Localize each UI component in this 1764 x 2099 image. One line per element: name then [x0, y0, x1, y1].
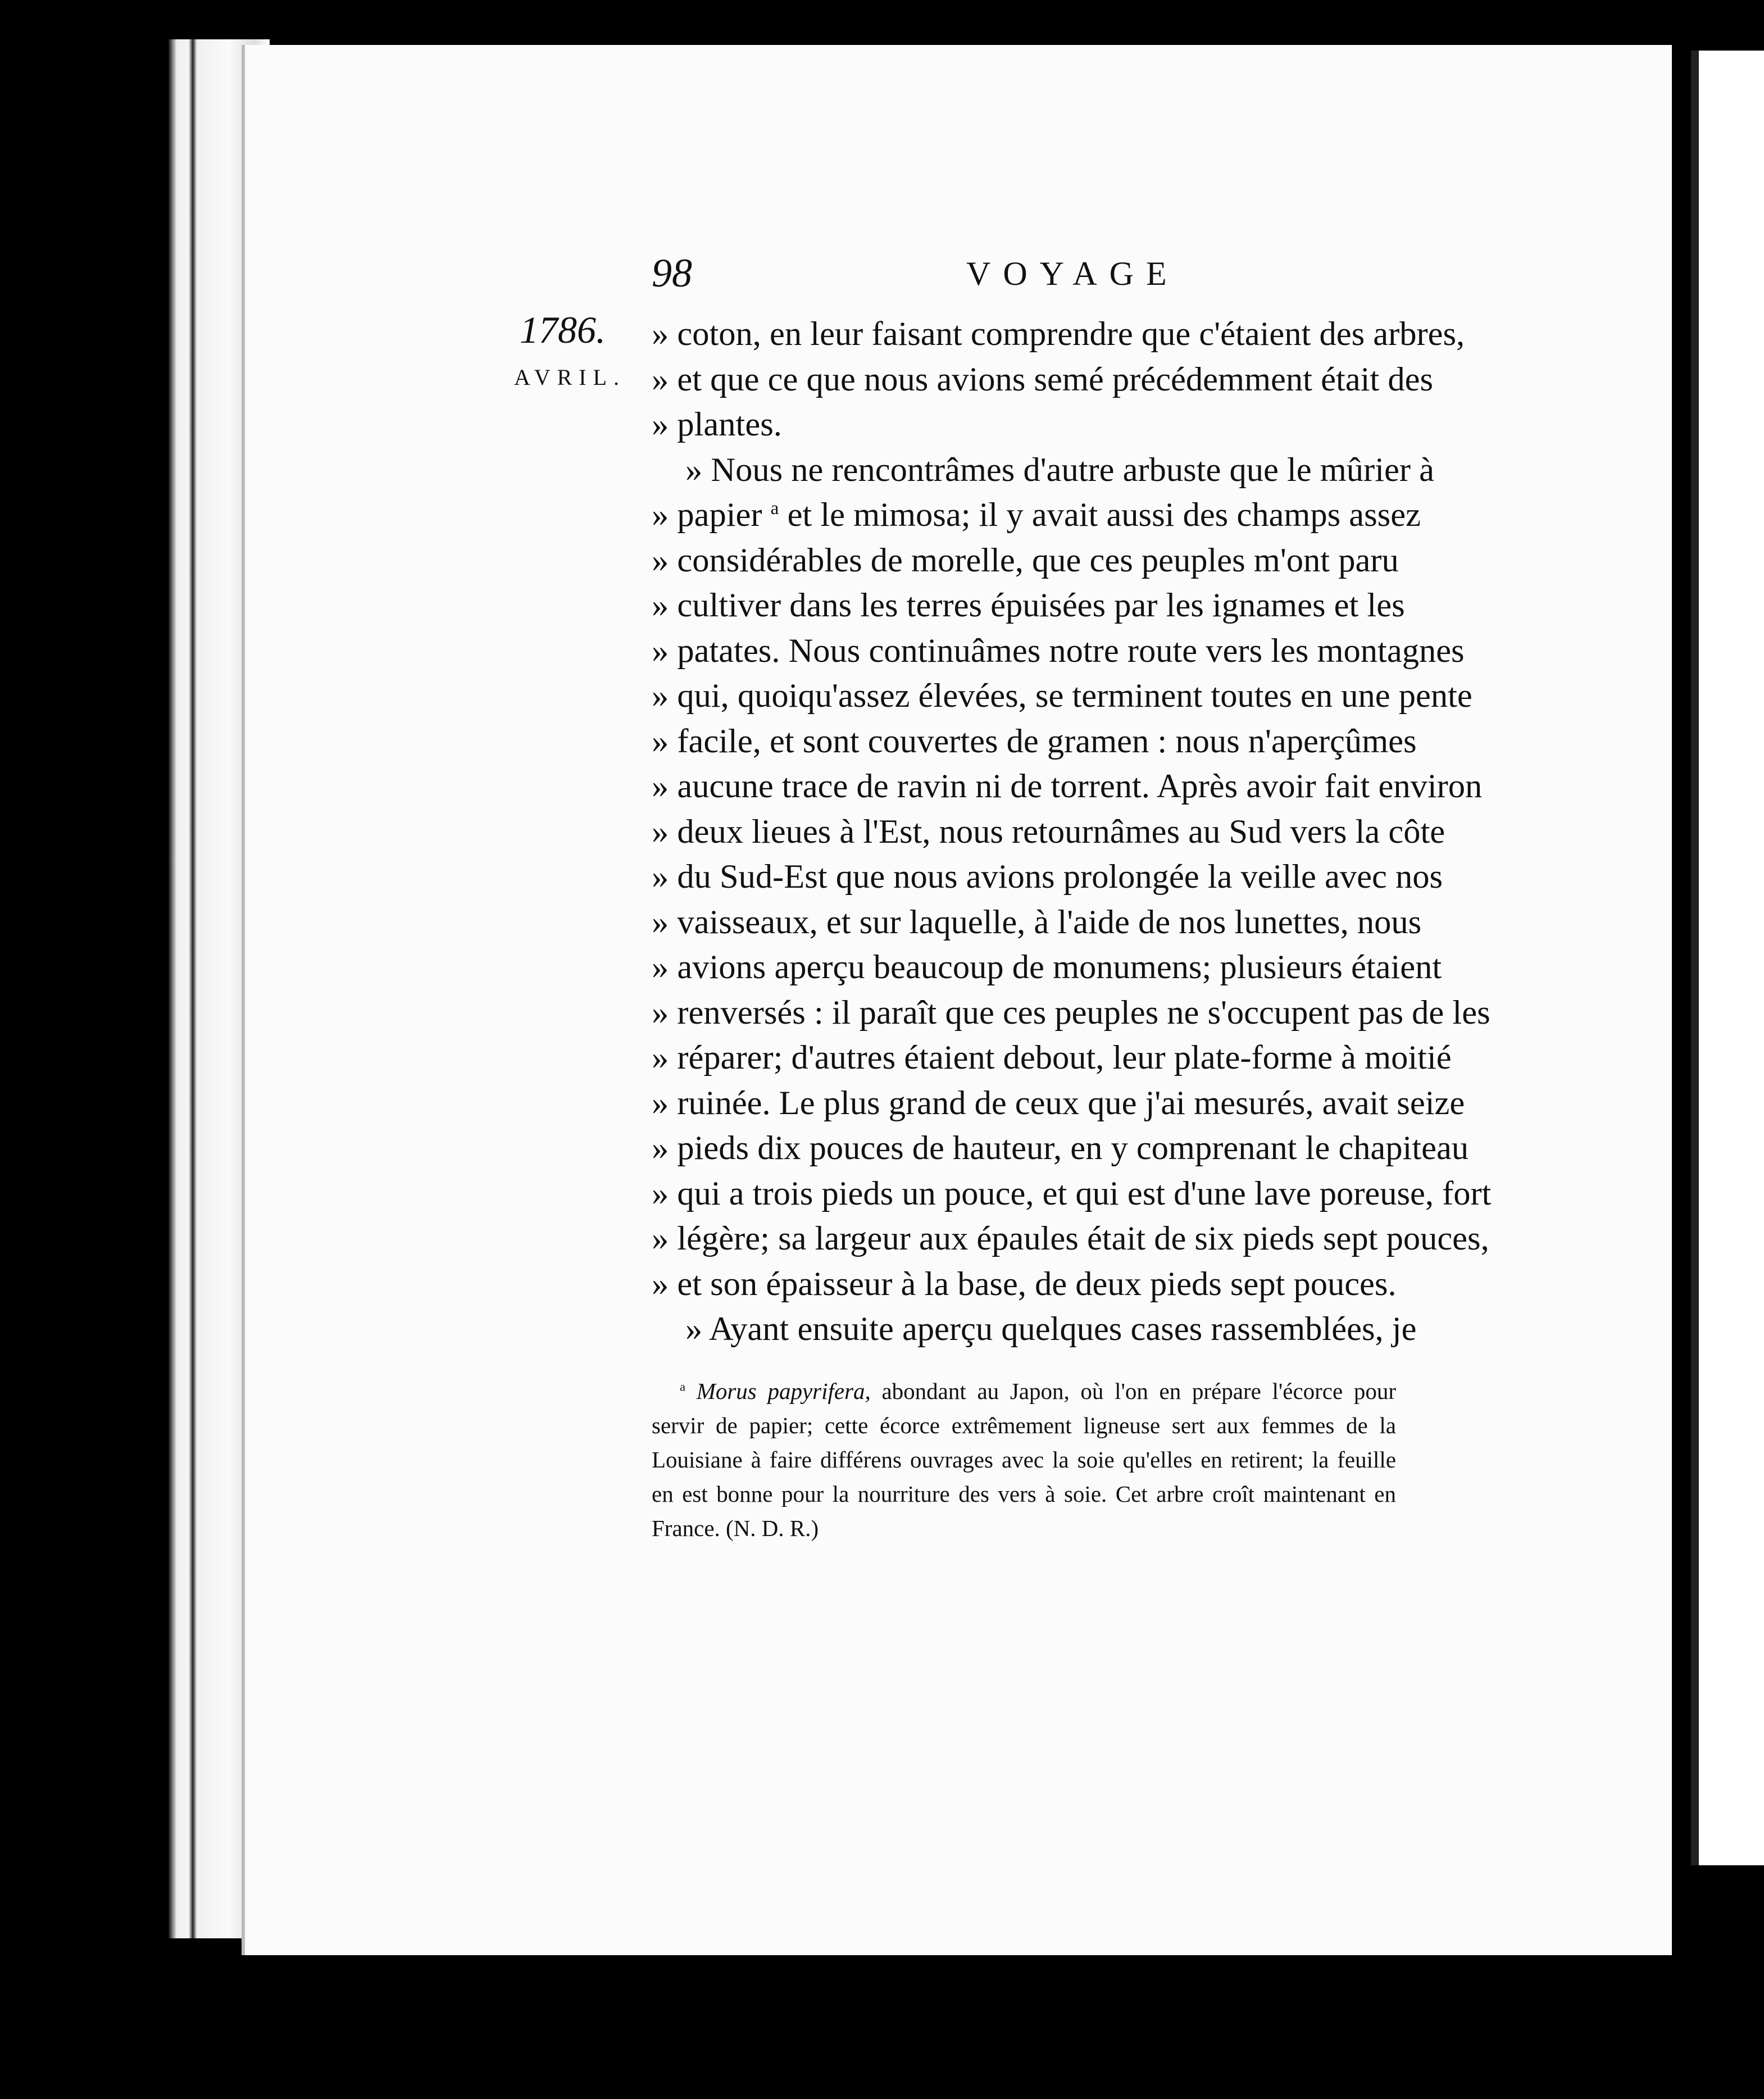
footnote-line: en est bonne pour la nourriture des vers à soie. Cet arbre croît maintenant en	[652, 1481, 1396, 1507]
footnote-text: abondant au Japon, où l'on en prépare l'écorce pour	[881, 1378, 1397, 1404]
footnote-line: servir de papier; cette écorce extrêmement ligneuse sert aux femmes de la	[652, 1412, 1396, 1438]
facing-page-edge	[1691, 51, 1764, 1865]
text-line	[652, 493, 1421, 538]
text-line: » considérables de morelle, que ces peuples m'ont paru	[652, 541, 1399, 579]
running-title: VOYAGE	[966, 255, 1179, 292]
text-line: » Nous ne rencontrâmes d'autre arbuste que le mûrier à	[685, 451, 1434, 489]
text-fragment: et le mimosa; il y avait aussi des champs assez	[787, 496, 1421, 534]
footnote-marker: a	[770, 497, 779, 519]
text-line: » plantes.	[652, 406, 782, 443]
text-line: » et son épaisseur à la base, de deux pieds sept pouces.	[652, 1265, 1397, 1303]
text-line: » qui, quoiqu'assez élevées, se terminent toutes en une pente	[652, 677, 1472, 715]
footnote-line: Louisiane à faire différens ouvrages avec la soie qu'elles en retirent; la feuille	[652, 1447, 1396, 1473]
footnote-line	[652, 1374, 1396, 1409]
page-number: 98	[652, 251, 692, 296]
footnote-marker: a	[680, 1379, 686, 1394]
text-line: » vaisseaux, et sur laquelle, à l'aide de nos lunettes, nous	[652, 903, 1422, 941]
text-line: » avions aperçu beaucoup de monumens; plusieurs étaient	[652, 948, 1442, 986]
footnote-line: France. (N. D. R.)	[652, 1515, 819, 1541]
text-line: » renversés : il paraît que ces peuples ne s'occupent pas de les	[652, 993, 1490, 1032]
text-line: » aucune trace de ravin ni de torrent. Après avoir fait environ	[652, 767, 1483, 805]
text-line: » qui a trois pieds un pouce, et qui est d'une lave poreuse, fort	[652, 1174, 1492, 1212]
text-line: » du Sud-Est que nous avions prolongée la veille avec nos	[652, 858, 1443, 896]
text-line: » pieds dix pouces de hauteur, en y comprenant le chapiteau	[652, 1129, 1469, 1167]
footnote-term: Morus papyrifera,	[696, 1378, 871, 1404]
text-fragment: » papier	[652, 496, 762, 534]
text-line: » deux lieues à l'Est, nous retournâmes au Sud vers la côte	[652, 812, 1445, 851]
text-line: » Ayant ensuite aperçu quelques cases rassemblées, je	[685, 1310, 1417, 1348]
text-line: » légère; sa largeur aux épaules était de six pieds sept pouces,	[652, 1220, 1489, 1257]
text-line: » coton, en leur faisant comprendre que c'étaient des arbres,	[652, 315, 1465, 353]
margin-month: AVRIL.	[514, 365, 626, 390]
text-line: » cultiver dans les terres épuisées par les ignames et les	[652, 587, 1405, 624]
text-line: » facile, et sont couvertes de gramen : nous n'aperçûmes	[652, 722, 1417, 760]
text-line: » réparer; d'autres étaient debout, leur plate-forme à moitié	[652, 1039, 1452, 1076]
margin-year: 1786.	[520, 308, 606, 351]
footnote	[652, 1374, 1396, 1546]
text-line: » et que ce que nous avions semé précédemment était des	[652, 360, 1433, 398]
text-line: » patates. Nous continuâmes notre route vers les montagnes	[652, 631, 1465, 670]
page-header	[652, 250, 1213, 301]
body-text	[652, 312, 1492, 1352]
text-line: » ruinée. Le plus grand de ceux que j'ai mesurés, avait seize	[652, 1084, 1465, 1122]
